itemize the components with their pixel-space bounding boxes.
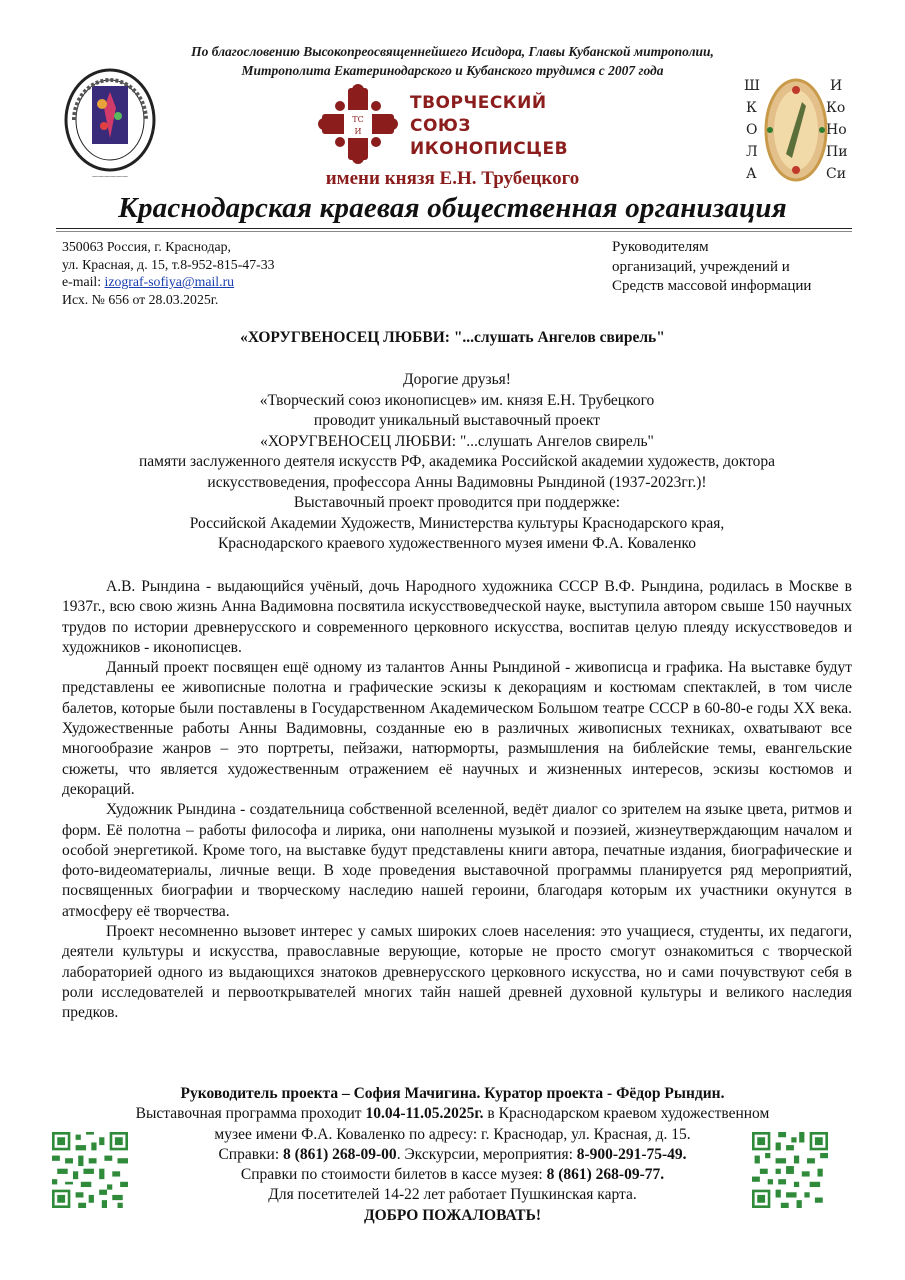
intro-line: Выставочный проект проводится при поддержке: — [293, 494, 621, 511]
intro-line: памяти заслуженного деятеля искусств РФ, академика Российской академии художеств, доктора — [138, 453, 776, 470]
address-line-2: ул. Красная, д. 15, т.8-952-815-47-33 — [62, 256, 275, 272]
letter-body — [62, 577, 852, 1024]
intro-line: Российской Академии Художеств, Министерства культуры Краснодарского края, — [189, 514, 725, 532]
info-mid: . Экскурсии, мероприятия: — [396, 1145, 577, 1163]
svg-text:Но: Но — [826, 122, 847, 138]
blessing-line-1: По благословению Высокопреосвященнейшего Исидора, Главы Кубанской митрополии, — [191, 44, 714, 59]
qr-code-right-icon[interactable] — [752, 1132, 828, 1208]
museum-address: музее имени Ф.А. Коваленко по адресу: г. Краснодар, ул. Красная, д. 15. — [214, 1125, 691, 1143]
svg-text:К: К — [746, 100, 757, 116]
outgoing-number: Исх. № 656 от 28.03.2025г. — [62, 291, 219, 307]
intro-line: проводит уникальный выставочный проект — [313, 412, 601, 429]
excursion-phone: 8-900-291-75-49. — [576, 1145, 687, 1163]
intro-line: Дорогие друзья! — [403, 371, 511, 388]
tickets-phone: 8 (861) 268-09-77. — [546, 1166, 665, 1184]
tickets-pre: Справки по стоимости билетов в кассе музея: — [240, 1166, 547, 1184]
info-pre: Справки: — [218, 1145, 284, 1163]
intro-line: «Творческий союз иконописцев» им. князя Е.Н. Трубецкого — [259, 391, 655, 409]
intro-line: Краснодарского краевого художественного музея имени Ф.А. Коваленко — [217, 535, 697, 552]
svg-text:——————: —————— — [92, 173, 128, 180]
address-line-1: 350063 Россия, г. Краснодар, — [62, 239, 232, 254]
address-email-row — [62, 273, 275, 291]
header-divider-thin — [56, 231, 852, 232]
union-prince-name: имени князя Е.Н. Трубецкого — [325, 168, 580, 189]
body-paragraph: Данный проект посвящен ещё одному из талантов Анны Рындиной - живописца и графика. На выставке будут представлены ее живописные полотна и графические эскизы к декорациям и костюмам спектаклей, в том числе балетов, которые были поставлены в Государственном Академическом Большом театре СССР в 60-80-е годы XX века. Художественные работы Анны Вадимовны, созданные ею в различных живописных техниках, охватывают все многообразие жанров – это портреты, пейзажи, натюрморты, размышления на библейские темы, евангельские сюжеты, что является художественным отражением её научных и жизненных интересов, эскизы костюмов и декораций. — [62, 659, 852, 798]
welcome-text: ДОБРО ПОЖАЛОВАТЬ! — [363, 1206, 542, 1224]
intro-line: искусствоведения, профессора Анны Вадимовны Рындиной (1937-2023гг.)! — [207, 473, 707, 491]
svg-text:И: И — [830, 78, 843, 94]
svg-text:Пи: Пи — [826, 144, 848, 160]
svg-text:Л: Л — [746, 144, 758, 160]
svg-text:О: О — [746, 122, 758, 138]
program-dates-row — [0, 1104, 905, 1124]
recipients-line-1: Руководителям — [612, 239, 709, 255]
program-pre: Выставочная программа проходит — [135, 1105, 366, 1123]
email-link[interactable]: izograf-sofiya@mail.ru — [104, 274, 235, 289]
svg-text:И: И — [354, 127, 362, 136]
svg-text:Ко: Ко — [826, 100, 846, 116]
body-paragraph: А.В. Рындина - выдающийся учёный, дочь Народного художника СССР В.Ф. Рындина, родилась в Москве в 1937г., всю свою жизнь Анна Вадимовна посвятила искусствоведческой науке, выступила автором свыше 150 научных трудов по истории древнерусского и современного церковного искусства, воспитав целую плеяду искусствоведов и художников - иконописцев. — [62, 578, 852, 656]
project-leaders — [0, 1084, 905, 1104]
svg-text:Си: Си — [826, 166, 847, 182]
svg-text:А: А — [746, 166, 757, 182]
recipients-line-2: организаций, учреждений и — [612, 258, 790, 275]
recipients-line-3: Средств массовой информации — [612, 278, 812, 294]
svg-text:ТС: ТС — [352, 115, 364, 124]
sender-address — [62, 238, 275, 308]
union-name-line-3: ИКОНОПИСЦЕВ — [410, 139, 569, 159]
pushkin-card-note: Для посетителей 14-22 лет работает Пушкинская карта. — [268, 1186, 637, 1204]
svg-text:Ш: Ш — [744, 78, 760, 94]
union-name-line-1: ТВОРЧЕСКИЙ — [410, 93, 547, 113]
body-paragraph: Художник Рындина - создательница собственной вселенной, ведёт диалог со зрителем на языке цвета, ритмов и форм. Её полотна – работы философа и лирика, они наполнены музыкой и поэзией, жизнеутверждающим началом и особой энергетикой. Кроме того, на выставке будут представлены книги автора, печатные издания, биографические и фото-видеоматериалы, личные вещи. В ходе проведения выставочной программы планируется ряд мероприятий, посвященных биографии и творческому наследию нашей героини, благодаря которым их участники окунутся в атмосферу её творчества. — [62, 801, 852, 920]
project-leaders-text: Руководитель проекта – София Мачигина. Куратор проекта - Фёдор Рындин. — [180, 1085, 725, 1102]
recipients-block — [612, 238, 811, 297]
header-divider — [56, 228, 852, 229]
body-paragraph: Проект несомненно вызовет интерес у самых широких слоев населения: это учащиеся, студенты, их педагоги, деятели культуры и искусства, православные верующие, которые не просто смогут ознакомиться с творческой лабораторией одного из выдающихся знатоков древнерусского церковного искусства, но и сами почувствуют себя в роли исследователей и первооткрывателей многих тайн нашей древней духовной культуры и великого наследия предков. — [62, 923, 852, 1022]
program-post: в Краснодарском краевом художественном — [483, 1105, 770, 1123]
intro-block — [62, 370, 852, 555]
union-name-line-2: СОЮЗ — [410, 116, 471, 136]
project-headline: «ХОРУГВЕНОСЕЦ ЛЮБВИ: "...слушать Ангелов свирель" — [240, 329, 665, 346]
blessing-line-2: Митрополита Екатеринодарского и Кубанского трудимся с 2007 года — [241, 63, 664, 78]
union-logo — [318, 84, 598, 168]
organization-title: Краснодарская краевая общественная организация — [118, 192, 787, 224]
program-dates: 10.04-11.05.2025г. — [365, 1105, 484, 1123]
qr-code-left-icon[interactable] — [52, 1132, 128, 1208]
info-phone: 8 (861) 268-09-00 — [283, 1145, 397, 1163]
intro-line: «ХОРУГВЕНОСЕЦ ЛЮБВИ: "...слушать Ангелов свирель" — [260, 432, 654, 450]
union-cross-emblem — [318, 84, 398, 164]
email-label: e-mail: — [62, 274, 105, 289]
